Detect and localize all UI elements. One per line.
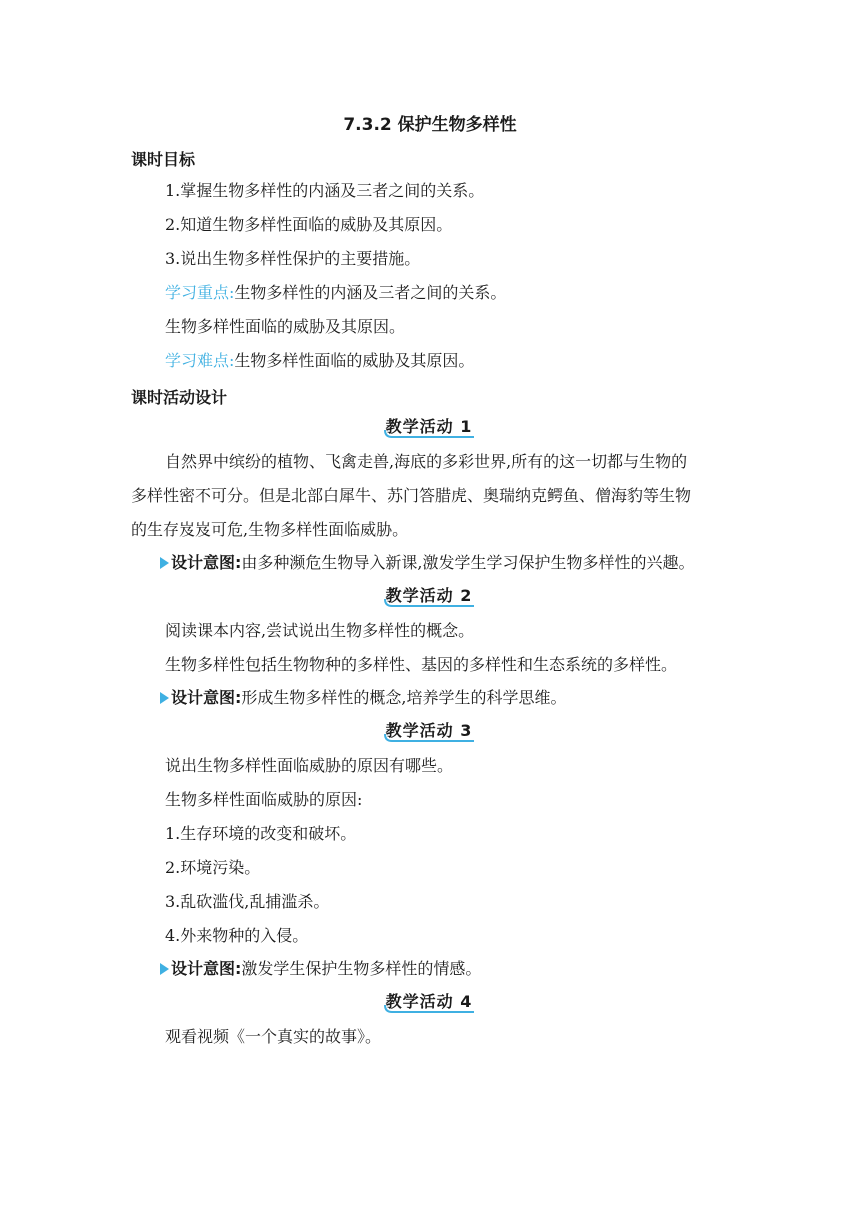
activity-2-line: 生物多样性包括生物物种的多样性、基因的多样性和生态系统的多样性。 [165,655,678,674]
key-point-text-2: 生物多样性面临的威胁及其原因。 [165,317,406,336]
activity-1-badge [382,412,476,440]
activity-2-line: 阅读课本内容,尝试说出生物多样性的概念。 [165,621,475,640]
triangle-marker-icon [160,963,169,975]
objective-item: 1.掌握生物多样性的内涵及三者之间的关系。 [165,181,485,200]
page-title: 7.3.2 保护生物多样性 [343,115,517,135]
activity-1-line: 自然界中缤纷的植物、飞禽走兽,海底的多彩世界,所有的这一切都与生物的 [165,452,688,471]
activity-1-intent [160,553,695,573]
activities-heading: 课时活动设计 [131,388,228,407]
activity-3-badge [382,716,476,744]
activity-2-title: 教学活动 2 [385,586,473,605]
key-point-label: 学习重点: [165,283,235,302]
objectives-heading: 课时目标 [131,150,196,169]
difficult-point-text: 生物多样性面临的威胁及其原因。 [234,351,475,370]
activity-3-line: 说出生物多样性面临威胁的原因有哪些。 [165,756,454,775]
activity-3-line: 生物多样性面临威胁的原因: [165,790,363,809]
key-point-text: 生物多样性的内涵及三者之间的关系。 [234,283,507,302]
intent-label: 设计意图: [171,959,242,978]
activity-4-badge [382,987,476,1015]
key-point-line [165,283,506,303]
activity-3-line: 3.乱砍滥伐,乱捕滥杀。 [165,892,330,911]
objective-item: 2.知道生物多样性面临的威胁及其原因。 [165,215,453,234]
difficult-point-label: 学习难点: [165,351,235,370]
objective-item: 3.说出生物多样性保护的主要措施。 [165,249,421,268]
activity-2-intent [160,688,567,708]
activity-2-badge [382,581,476,609]
intent-text: 激发学生保护生物多样性的情感。 [241,959,482,978]
triangle-marker-icon [160,557,169,569]
activity-3-line: 4.外来物种的入侵。 [165,926,309,945]
activity-3-title: 教学活动 3 [385,721,473,740]
activity-4-line: 观看视频《一个真实的故事》。 [165,1027,382,1046]
activity-3-line: 2.环境污染。 [165,858,261,877]
activity-1-title: 教学活动 1 [385,417,473,436]
activity-4-title: 教学活动 4 [385,992,473,1011]
activity-1-line: 多样性密不可分。但是北部白犀牛、苏门答腊虎、奥瑞纳克鳄鱼、僧海豹等生物 [131,486,692,505]
intent-label: 设计意图: [171,553,242,572]
difficult-point-line [165,351,474,371]
intent-text: 形成生物多样性的概念,培养学生的科学思维。 [241,688,567,707]
intent-text: 由多种濒危生物导入新课,激发学生学习保护生物多样性的兴趣。 [241,553,695,572]
activity-1-line: 的生存岌岌可危,生物多样性面临威胁。 [131,520,409,539]
intent-label: 设计意图: [171,688,242,707]
activity-3-intent [160,959,481,979]
activity-3-line: 1.生存环境的改变和破坏。 [165,824,357,843]
triangle-marker-icon [160,692,169,704]
